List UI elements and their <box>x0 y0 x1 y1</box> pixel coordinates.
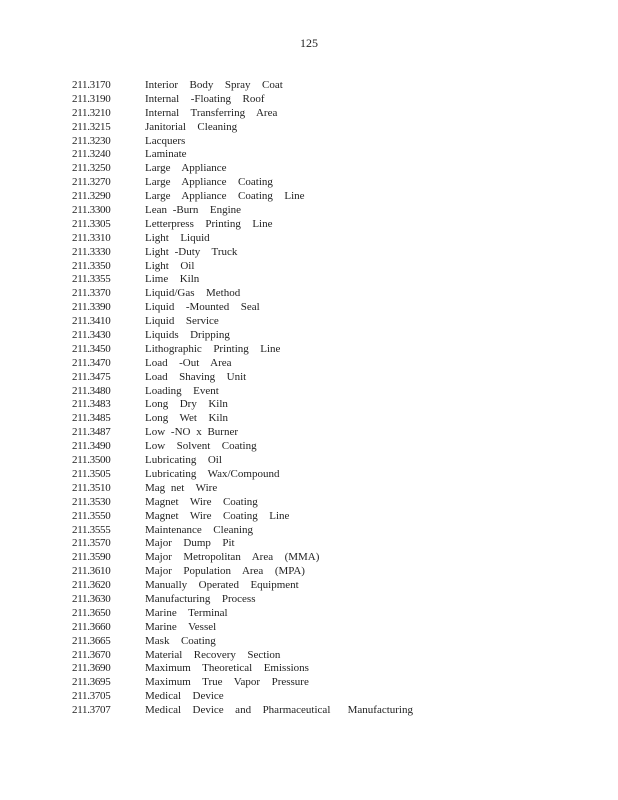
section-code: 211.3487 <box>72 426 111 439</box>
defined-term: Manually Operated Equipment <box>145 579 299 592</box>
section-code: 211.3530 <box>72 495 111 508</box>
defined-term: Interior Body Spray Coat <box>145 79 283 91</box>
section-code: 211.3480 <box>72 384 111 397</box>
list-item <box>72 218 592 232</box>
list-item <box>72 301 592 315</box>
section-code: 211.3450 <box>72 342 111 355</box>
defined-term: Laminate <box>145 148 187 161</box>
list-item <box>72 565 592 579</box>
section-code: 211.3290 <box>72 190 111 203</box>
list-item <box>72 343 592 357</box>
defined-term: Lime Kiln <box>145 273 200 286</box>
defined-term: Mask Coating <box>145 634 216 647</box>
list-item <box>72 440 592 454</box>
list-item <box>72 246 592 260</box>
section-code: 211.3695 <box>72 676 111 689</box>
defined-term: Lubricating Wax/Compound <box>145 467 280 480</box>
section-code: 211.3430 <box>72 329 111 342</box>
section-code: 211.3355 <box>72 273 111 286</box>
list-item <box>72 385 592 399</box>
section-code: 211.3550 <box>72 509 111 522</box>
defined-term: Large Appliance <box>145 162 227 175</box>
defined-term: Marine Terminal <box>145 606 228 619</box>
section-code: 211.3305 <box>72 217 111 230</box>
defined-term: Large Appliance Coating <box>145 176 273 189</box>
list-item <box>72 454 592 468</box>
section-code: 211.3555 <box>72 523 111 536</box>
list-item <box>72 524 592 538</box>
section-code: 211.3310 <box>72 231 111 244</box>
defined-term: Marine Vessel <box>145 620 217 633</box>
section-code: 211.3505 <box>72 467 111 480</box>
section-code: 211.3485 <box>72 412 111 425</box>
section-code: 211.3170 <box>72 79 111 91</box>
section-code: 211.3707 <box>72 704 111 717</box>
defined-term: Long Dry Kiln <box>145 398 228 411</box>
section-code: 211.3190 <box>72 92 111 105</box>
page-number: 125 <box>300 36 318 50</box>
section-code: 211.3490 <box>72 440 111 453</box>
defined-term: Large Appliance Coating Line <box>145 190 305 203</box>
list-item <box>72 412 592 426</box>
list-item <box>72 579 592 593</box>
section-code: 211.3330 <box>72 245 111 258</box>
defined-term: Magnet Wire Coating Line <box>145 509 290 522</box>
section-code: 211.3570 <box>72 537 111 550</box>
list-item <box>72 662 592 676</box>
section-code: 211.3665 <box>72 634 111 647</box>
defined-term: Material Recovery Section <box>145 648 281 661</box>
list-item <box>72 232 592 246</box>
list-item <box>72 260 592 274</box>
defined-term: Low -NO x Burner <box>145 426 239 439</box>
list-item <box>72 287 592 301</box>
list-item <box>72 273 592 287</box>
defined-term: Internal Transferring Area <box>145 106 278 119</box>
section-code: 211.3500 <box>72 454 111 467</box>
defined-term: Magnet Wire Coating <box>145 495 258 508</box>
list-item <box>72 593 592 607</box>
list-item <box>72 649 592 663</box>
defined-term: Load Shaving Unit <box>145 370 247 383</box>
list-item <box>72 148 592 162</box>
defined-term: Lubricating Oil <box>145 454 222 467</box>
defined-term: Lacquers <box>145 134 186 147</box>
defined-term: Medical Device <box>145 690 224 703</box>
list-item <box>72 704 592 718</box>
defined-term: Major Metropolitan Area (MMA) <box>145 551 320 564</box>
defined-term: Liquid/Gas Method <box>145 287 241 300</box>
defined-term: Light Oil <box>145 259 195 272</box>
list-item <box>72 496 592 510</box>
section-code: 211.3410 <box>72 315 111 328</box>
section-code: 211.3215 <box>72 120 111 133</box>
list-item <box>72 426 592 440</box>
defined-term: Load -Out Area <box>145 356 232 369</box>
section-code: 211.3300 <box>72 204 111 217</box>
list-item <box>72 79 592 93</box>
list-item <box>72 537 592 551</box>
list-item <box>72 357 592 371</box>
defined-term: Major Population Area (MPA) <box>145 565 305 578</box>
list-item <box>72 468 592 482</box>
defined-term: Maximum True Vapor Pressure <box>145 676 309 689</box>
defined-term: Low Solvent Coating <box>145 440 257 453</box>
list-item <box>72 510 592 524</box>
list-item <box>72 204 592 218</box>
definitions-list <box>72 79 592 718</box>
list-item <box>72 162 592 176</box>
list-item <box>72 676 592 690</box>
list-item <box>72 135 592 149</box>
list-item <box>72 371 592 385</box>
defined-term: Liquids Dripping <box>145 329 230 342</box>
list-item <box>72 635 592 649</box>
defined-term: Liquid -Mounted Seal <box>145 301 260 314</box>
list-item <box>72 329 592 343</box>
defined-term: Mag net Wire <box>145 481 218 494</box>
section-code: 211.3240 <box>72 148 111 161</box>
defined-term: Lithographic Printing Line <box>145 342 281 355</box>
defined-term: Letterpress Printing Line <box>145 217 273 230</box>
section-code: 211.3350 <box>72 259 111 272</box>
defined-term: Light Liquid <box>145 231 210 244</box>
list-item <box>72 315 592 329</box>
defined-term: Manufacturing Process <box>145 592 256 605</box>
section-code: 211.3650 <box>72 606 111 619</box>
list-item <box>72 93 592 107</box>
defined-term: Liquid Service <box>145 315 219 328</box>
section-code: 211.3483 <box>72 398 111 411</box>
section-code: 211.3690 <box>72 662 111 675</box>
list-item <box>72 690 592 704</box>
list-item <box>72 551 592 565</box>
list-item <box>72 121 592 135</box>
section-code: 211.3510 <box>72 481 111 494</box>
defined-term: Major Dump Pit <box>145 537 235 550</box>
defined-term: Maximum Theoretical Emissions <box>145 662 309 675</box>
section-code: 211.3210 <box>72 106 111 119</box>
list-item <box>72 621 592 635</box>
section-code: 211.3475 <box>72 370 111 383</box>
defined-term: Medical Device and Pharmaceutical Manufacturing <box>145 704 413 717</box>
defined-term: Maintenance Cleaning <box>145 523 254 536</box>
defined-term: Janitorial Cleaning <box>145 120 238 133</box>
section-code: 211.3590 <box>72 551 111 564</box>
section-code: 211.3670 <box>72 648 111 661</box>
defined-term: Internal -Floating Roof <box>145 92 265 105</box>
defined-term: Loading Event <box>145 384 219 397</box>
section-code: 211.3230 <box>72 134 111 147</box>
section-code: 211.3270 <box>72 176 111 189</box>
section-code: 211.3705 <box>72 690 111 703</box>
list-item <box>72 482 592 496</box>
section-code: 211.3620 <box>72 579 111 592</box>
section-code: 211.3610 <box>72 565 111 578</box>
section-code: 211.3470 <box>72 356 111 369</box>
section-code: 211.3370 <box>72 287 111 300</box>
defined-term: Long Wet Kiln <box>145 412 229 425</box>
section-code: 211.3660 <box>72 620 111 633</box>
defined-term: Light -Duty Truck <box>145 245 238 258</box>
list-item <box>72 176 592 190</box>
list-item <box>72 190 592 204</box>
section-code: 211.3390 <box>72 301 111 314</box>
list-item <box>72 398 592 412</box>
list-item <box>72 607 592 621</box>
section-code: 211.3250 <box>72 162 111 175</box>
section-code: 211.3630 <box>72 592 111 605</box>
defined-term: Lean -Burn Engine <box>145 204 242 217</box>
list-item <box>72 107 592 121</box>
